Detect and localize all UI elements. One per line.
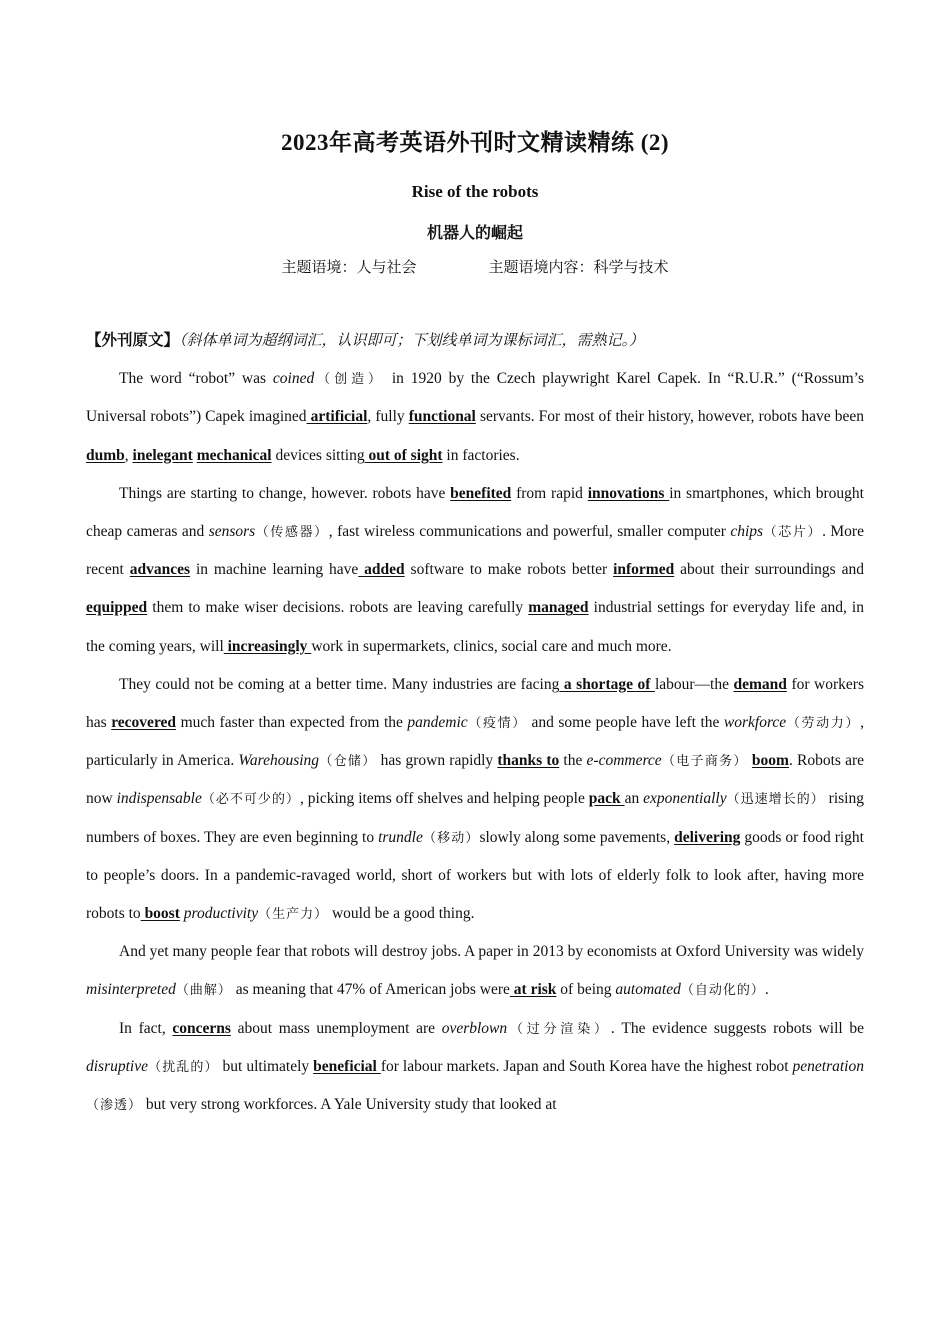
key-word: at risk	[509, 981, 557, 999]
text-run: but ultimately	[218, 1057, 314, 1075]
article-body	[86, 322, 864, 1124]
text-run: in smartphones, which brought cheap cameras and	[86, 484, 864, 541]
paragraph-4	[86, 933, 864, 1009]
glossary-word: coined	[272, 370, 315, 388]
key-word: mechanical	[196, 446, 272, 464]
paragraph-2	[86, 475, 864, 666]
gloss: （过分渲染）	[507, 1020, 611, 1036]
text-run: 【外刊原文】	[86, 332, 180, 349]
key-word: innovations	[587, 484, 670, 502]
text-run: the	[559, 752, 587, 770]
gloss: （生产力）	[258, 906, 329, 922]
text-run: would be a good thing.	[328, 905, 475, 923]
key-word: a shortage of	[559, 675, 655, 693]
gloss: （传感器）	[255, 524, 329, 540]
gloss: （疫情）	[467, 715, 527, 731]
text-run: much faster than expected from the	[176, 714, 408, 732]
text-run: . Robots are now	[86, 752, 865, 808]
text-run: , fully	[367, 408, 409, 426]
key-word: dumb	[86, 446, 125, 464]
gloss: （芯片）	[763, 524, 823, 540]
gloss: （创造）	[314, 371, 386, 387]
section-note: （斜体单词为超纲词汇，认识即可；下划线单词为课标词汇，需熟记。）	[179, 333, 645, 349]
gloss: （迅速增长的）	[726, 791, 825, 807]
paragraph-5	[86, 1010, 864, 1125]
text-run: in machine learning have	[190, 561, 359, 579]
paragraph-1	[86, 360, 864, 475]
glossary-word: automated	[615, 981, 681, 999]
key-word: added	[358, 561, 405, 579]
glossary-word: trundle	[378, 828, 423, 846]
article-title: Rise of the robots	[411, 182, 539, 201]
glossary-word: workforce	[723, 714, 787, 732]
theme-content: 主题语境内容：科学与技术	[488, 260, 669, 276]
text-run: and some people have left the	[526, 714, 724, 732]
glossary-word: indispensable	[116, 790, 202, 808]
text-run: software to make robots better	[404, 561, 614, 579]
glossary-word: misinterpreted	[86, 981, 176, 999]
key-word: inelegant	[132, 446, 193, 464]
key-word: informed	[613, 561, 675, 579]
article-title-chinese: 机器人的崛起	[426, 225, 523, 242]
key-word: thanks to	[497, 752, 560, 770]
text-run: . The evidence suggests robots will be	[610, 1019, 864, 1037]
document-title: 2023年高考英语外刊时文精读精练 (2)	[280, 130, 670, 155]
text-run: In fact,	[119, 1019, 173, 1037]
text-run: rising numbers of boxes. They are even beginning to	[86, 790, 864, 846]
gloss: （仓储）	[319, 753, 377, 769]
key-word: out of sight	[364, 446, 443, 464]
text-run: They could not be coming at a better time. Many industries are facing	[119, 675, 560, 693]
text-run: but very strong workforces. A Yale University study that looked at	[142, 1096, 557, 1114]
glossary-word: sensors	[208, 523, 256, 541]
key-word: advances	[129, 561, 191, 579]
key-word: increasingly	[223, 637, 312, 655]
text-run: Things are starting to change, however. robots have	[119, 484, 451, 502]
text-run: ,	[124, 446, 133, 464]
glossary-word: chips	[730, 523, 764, 541]
text-run: for workers has	[86, 675, 864, 732]
key-word: beneficial	[313, 1057, 381, 1075]
key-word: boost	[140, 905, 180, 923]
key-word: equipped	[86, 599, 148, 617]
text-run: labour—the	[654, 675, 734, 693]
key-word: pack	[588, 790, 625, 808]
section-heading	[86, 322, 864, 360]
glossary-word: pandemic	[407, 714, 468, 732]
key-word: functional	[408, 408, 476, 426]
key-word: artificial	[306, 408, 368, 426]
gloss: （移动）	[422, 829, 480, 845]
text-run: .	[764, 981, 769, 999]
text-run: has grown rapidly	[376, 752, 498, 770]
key-word: delivering	[674, 828, 741, 846]
text-run: , picking items off shelves and helping people	[300, 790, 589, 808]
key-word: managed	[528, 599, 589, 617]
glossary-word: Warehousing	[238, 752, 320, 770]
text-run: industrial settings for everyday life and, in the coming years, will	[86, 599, 864, 655]
gloss: （自动化的）	[680, 982, 765, 998]
glossary-word: overblown	[441, 1019, 508, 1037]
gloss: （必不可少的）	[201, 791, 301, 807]
text-run: devices sitting	[271, 446, 365, 464]
text-run: as meaning that 47% of American jobs were	[231, 981, 510, 999]
key-word: demand	[733, 675, 787, 693]
text-run: The word “robot” was	[119, 370, 273, 388]
gloss: （曲解）	[175, 982, 232, 998]
text-run: from rapid	[511, 484, 588, 502]
text-run: in 1920 by the Czech playwright Karel Capek. In “R.U.R.” (“Rossum’s Universal robots”) Capek imagined	[86, 370, 864, 426]
text-run: , particularly in America.	[86, 714, 864, 770]
key-word: concerns	[172, 1019, 231, 1037]
gloss: （电子商务）	[661, 753, 748, 769]
theme-line	[0, 256, 950, 277]
key-word: benefited	[450, 484, 512, 502]
glossary-word: productivity	[183, 905, 259, 923]
text-run: about their surroundings and	[674, 561, 864, 579]
glossary-word: e-commerce	[586, 752, 662, 770]
text-run: servants. For most of their history, however, robots have been	[475, 408, 864, 426]
theme-context: 主题语境：人与社会	[281, 260, 417, 276]
text-run: in factories.	[442, 446, 520, 464]
gloss: （渗透）	[86, 1097, 143, 1113]
glossary-word: disruptive	[86, 1057, 148, 1075]
text-run: goods or food right to people’s doors. In a pandemic-ravaged world, short of workers but with lots of elderly folk to look after, having more robots to	[86, 828, 864, 923]
text-run: about mass unemployment are	[230, 1019, 442, 1037]
text-run: And yet many people fear that robots will destroy jobs. A paper in 2013 by economists at Oxford University was widely	[119, 943, 864, 961]
key-word: boom	[751, 752, 789, 770]
glossary-word: penetration	[792, 1057, 864, 1075]
text-run: slowly along some pavements,	[479, 828, 675, 846]
text-run: for labour markets. Japan and South Korea have the highest robot	[380, 1057, 793, 1075]
text-run: of being	[556, 981, 616, 999]
text-run: work in supermarkets, clinics, social care and much more.	[311, 637, 672, 655]
gloss: （劳动力）	[786, 715, 861, 731]
glossary-word: exponentially	[643, 790, 727, 808]
paragraph-3	[86, 666, 864, 933]
text-run: . More recent	[86, 523, 864, 579]
text-run: , fast wireless communications and powerful, smaller computer	[328, 523, 731, 541]
text-run: an	[624, 790, 644, 808]
key-word: recovered	[111, 714, 177, 732]
gloss: （扰乱的）	[148, 1058, 219, 1074]
text-run: them to make wiser decisions. robots are leaving carefully	[147, 599, 529, 617]
